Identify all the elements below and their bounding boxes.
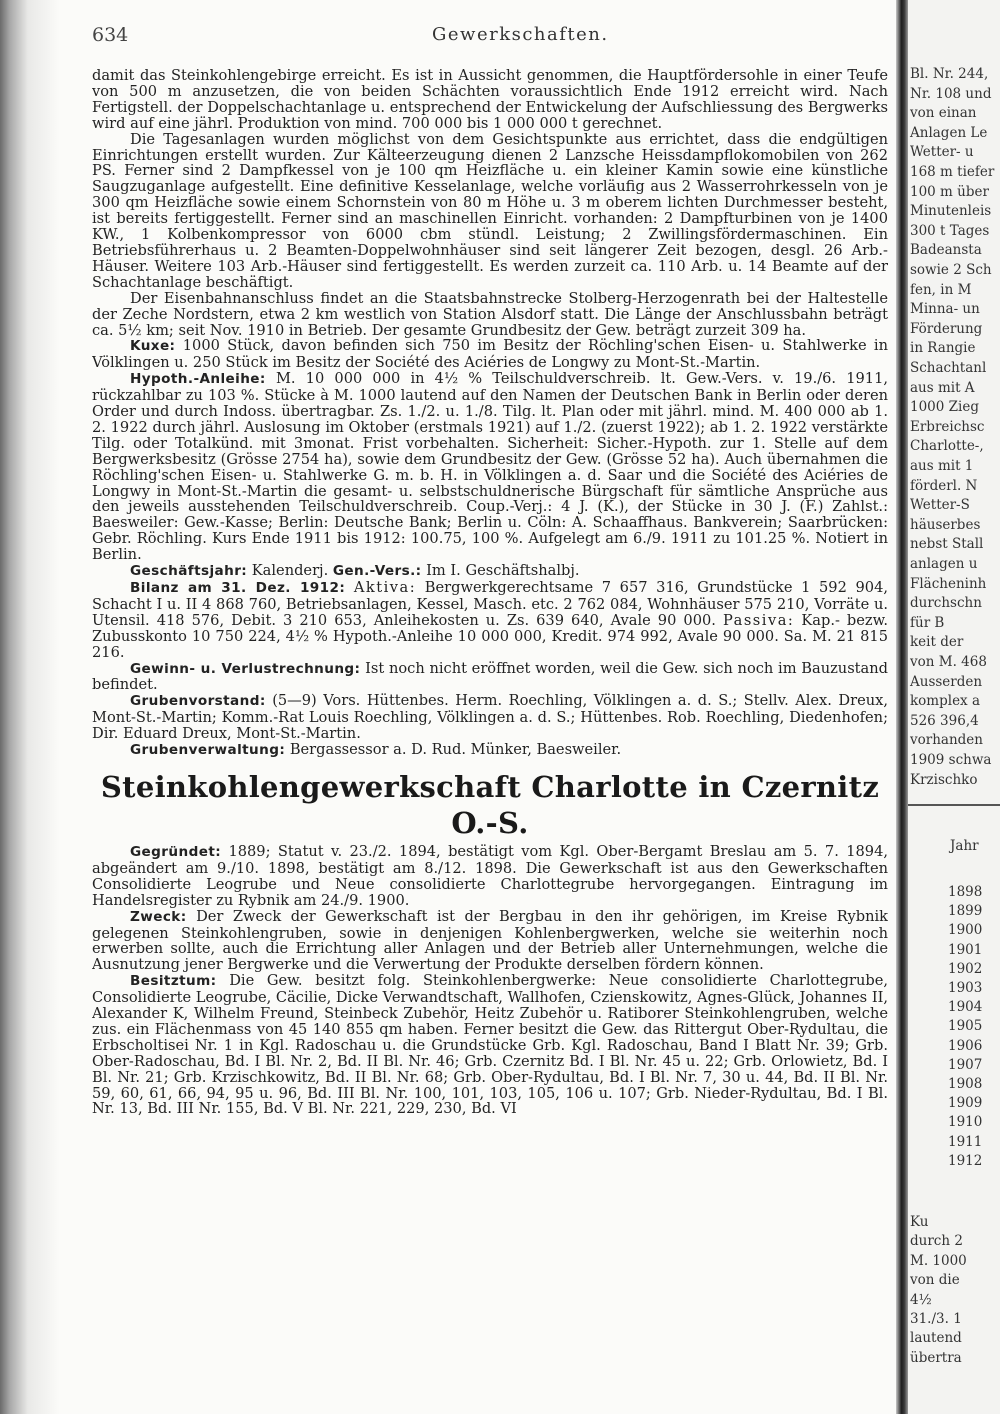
adjacent-line: für B bbox=[910, 614, 945, 631]
text-gewinn-verlust: Ist noch nicht eröffnet worden, weil die Gew. sich noch im Bauzustand befindet. bbox=[92, 659, 888, 694]
adjacent-line: 300 t Tages bbox=[910, 222, 990, 239]
year-cell: 1910 bbox=[948, 1114, 983, 1131]
adjacent-line: Schachtanl bbox=[910, 360, 987, 376]
entry-gewinn-verlust bbox=[92, 661, 888, 694]
year-cell: 1906 bbox=[948, 1037, 983, 1054]
text-zweck: Der Zweck der Gewerkschaft ist der Bergbau in den ihr gehörigen, im Kreise Rybnik gelegenen Steinkohlengruben, sowie in denjenigen Kohlenbergwerken, welche sie weiterhin noch erwerben sollte, auch die Errichtung aller Anlagen und der Betrieb aller Unternehmungen, welche die Ausnutzung jener Bergwerke und die Verwertung der Produkte derselben fördern können. bbox=[92, 907, 888, 974]
adjacent-line: förderl. N bbox=[910, 477, 978, 494]
adjacent-bottom-line: von die bbox=[910, 1272, 960, 1289]
adjacent-bottom-line: M. 1000 bbox=[910, 1252, 967, 1269]
entry-gegruendet bbox=[92, 844, 888, 909]
text-geschaeftsjahr: Kalenderj. bbox=[251, 562, 329, 580]
label-geschaeftsjahr: Geschäftsjahr: bbox=[130, 563, 248, 580]
year-cell: 1898 bbox=[948, 884, 983, 900]
adjacent-line: Wetter-S bbox=[910, 497, 970, 514]
adjacent-line: Erbreichsc bbox=[910, 418, 985, 435]
adjacent-line: keit der bbox=[910, 634, 964, 651]
adjacent-line: Nr. 108 und bbox=[910, 85, 992, 102]
adjacent-line: aus mit 1 bbox=[910, 458, 974, 474]
adjacent-line: Förderung bbox=[910, 320, 983, 337]
text-passiva: Kap.- bezw. Zubusskonto 10 750 224, 4½ % Hypoth.-Anleihe 10 000 000, Kredit. 974 992, Avale 90 000. Sa. M. 21 815 216. bbox=[92, 611, 888, 661]
book-gutter bbox=[896, 0, 908, 1414]
adjacent-line: aus mit A bbox=[910, 379, 975, 396]
adjacent-line: häuserbes bbox=[910, 516, 981, 533]
adjacent-bottom-line: Ku bbox=[910, 1214, 929, 1230]
label-gegruendet: Gegründet: bbox=[130, 843, 222, 860]
entry-geschaeftsjahr bbox=[92, 563, 888, 580]
label-passiva: Passiva: bbox=[722, 611, 795, 629]
label-kuxe: Kuxe: bbox=[130, 338, 176, 355]
label-grubenverwaltung: Grubenverwaltung: bbox=[130, 742, 286, 759]
adjacent-bottom-line: 4½ bbox=[910, 1291, 932, 1308]
adjacent-bottom-line: durch 2 bbox=[910, 1233, 963, 1250]
page-number: 634 bbox=[92, 24, 129, 46]
year-cell: 1900 bbox=[948, 922, 983, 939]
adjacent-line: vorhanden bbox=[910, 732, 983, 749]
adjacent-line: Krzischko bbox=[910, 771, 978, 788]
adjacent-line: von M. 468 bbox=[910, 654, 987, 670]
label-hypoth: Hypoth.-Anleihe: bbox=[130, 371, 266, 388]
adjacent-line: Bl. Nr. 244, bbox=[910, 66, 989, 82]
text-grubenverwaltung: Bergassessor a. D. Rud. Münker, Baesweiler. bbox=[289, 741, 622, 759]
year-cell: 1902 bbox=[948, 960, 983, 977]
label-besitztum: Besitztum: bbox=[130, 973, 217, 990]
adjacent-line: 526 396,4 bbox=[910, 712, 979, 729]
adjacent-line: Minutenleis bbox=[910, 203, 992, 220]
entry-grubenverwaltung bbox=[92, 742, 888, 759]
adjacent-page-rule bbox=[908, 804, 1000, 806]
adjacent-line: durchschn bbox=[910, 595, 982, 612]
text-hypoth: M. 10 000 000 in 4½ % Teilschuldverschreib. lt. Gew.-Vers. v. 19./6. 1911, rückzahlbar zu 103 %. Stücke à M. 1000 lautend auf den Namen der Deutschen Bank in Berlin oder deren Order und durch Indoss. übertragbar. Zs. 1./2. u. 1./8. Tilg. lt. Plan oder mit jährl. mind. M. 400 000 ab 1. 2. 1922 durch jährl. Auslosung im Oktober (erstmals 1921) auf 1./2. (zuerst 1922); ab 1. 2. 1922 verstärkte Tilg. oder Totalkünd. mit 3monat. Frist vorbehalten. Sicherheit: Sicher.-Hypoth. zur 1. Stelle auf dem Bergwerksbesitz (Grösse 2754 ha), sowie dem Grundbesitz der Gew. (Grösse 52 ha). Auch übernahmen die Röchling'schen Eisen- u. Stahlwerke G. m. b. H. in Völklingen a. d. Saar und die Société des Aciéries de Longwy in Mont-St.-Martin die gesamt- u. selbstschuldnerische Bürgschaft für sämtliche Ansprüche aus den jeweils ausstehenden Teilschuldverschreib. Coup.-Verj.: 4 J. (K.), der Stücke in 30 J. (F.) Zahlst.: Baesweiler: Gew.-Kasse; Berlin: Deutsche Bank; Berlin u. Cöln: A. Schaaffhaus. Bankverein; Saarbrücken: Gebr. Röchling. Kurs Ende 1911 bis 1912: 100.75, 100 %. Aufgelegt am 6./9. 1911 zu 101.25 %. Notiert in Berlin. bbox=[92, 370, 888, 564]
adjacent-line: Badeansta bbox=[910, 242, 982, 259]
adjacent-line: 100 m über bbox=[910, 183, 989, 200]
label-gewinn-verlust: Gewinn- u. Verlustrechnung: bbox=[130, 660, 361, 677]
adjacent-line: komplex a bbox=[910, 693, 981, 710]
table-header-jahr: Jahr bbox=[950, 838, 979, 854]
adjacent-line: sowie 2 Sch bbox=[910, 262, 992, 278]
scan-shadow-left bbox=[0, 0, 60, 1414]
year-cell: 1911 bbox=[948, 1133, 983, 1150]
year-cell: 1899 bbox=[948, 903, 983, 920]
entry-bilanz bbox=[92, 580, 888, 661]
label-aktiva: Aktiva: bbox=[353, 579, 417, 596]
main-text-column bbox=[92, 68, 888, 1117]
para-eisenbahn: Der Eisenbahnanschluss findet an die Staatsbahnstrecke Stolberg-Herzogenrath bei der Haltestelle der Zeche Nordstern, etwa 2 km westlich von Station Alsdorf statt. Die Länge der Anschlussbahn beträgt ca. 5½ km; seit Nov. 1910 in Betrieb. Der gesamte Grundbesitz der Gew. beträgt zurzeit 309 ha. bbox=[92, 289, 888, 339]
adjacent-bottom-line: 31./3. 1 bbox=[910, 1311, 962, 1327]
adjacent-line: 168 m tiefer bbox=[910, 164, 995, 180]
page-header bbox=[92, 24, 892, 54]
entry-besitztum bbox=[92, 973, 888, 1117]
text-aktiva: Bergwerkgerechtsame 7 657 316, Grundstücke 1 592 904, Schacht I u. II 4 868 760, Betriebsanlagen, Kessel, Masch. etc. 2 762 084, Wohnhäuser 575 210, Vorräte u. Utensil. 418 576, Debit. 3 210 653, Anleihekosten u. Zs. 639 640, Avale 90 000. bbox=[92, 579, 888, 629]
year-cell: 1907 bbox=[948, 1056, 983, 1073]
entry-kuxe bbox=[92, 338, 888, 371]
entry-grubenvorstand bbox=[92, 693, 888, 742]
adjacent-line: nebst Stall bbox=[910, 536, 984, 553]
adjacent-line: anlagen u bbox=[910, 556, 978, 572]
adjacent-line: 1000 Zieg bbox=[910, 399, 979, 416]
adjacent-line: Wetter- u bbox=[910, 144, 974, 161]
adjacent-line: Minna- un bbox=[910, 301, 980, 318]
text-gen-vers: Im I. Geschäftshalbj. bbox=[426, 562, 580, 580]
adjacent-line: Anlagen Le bbox=[910, 124, 988, 141]
label-gen-vers: Gen.-Vers.: bbox=[332, 563, 422, 580]
year-cell: 1903 bbox=[948, 980, 983, 996]
adjacent-bottom-line: lautend bbox=[910, 1330, 962, 1347]
label-grubenvorstand: Grubenvorstand: bbox=[130, 693, 266, 710]
adjacent-line: Ausserden bbox=[910, 673, 983, 690]
text-besitztum: Die Gew. besitzt folg. Steinkohlenbergwerke: Neue consolidierte Charlottegrube, Consolidierte Leogrube, Cäcilie, Dicke Verwandtschaft, Wallhofen, Czienskowitz, Agnes-Glück, Johannes II, Alexander K, Wilhelm Freund, Steinbeck Zubehör, Heitz Zubehör u. Ratiborer Steinkohlengruben, welche zus. ein Flächenmass von 45 140 855 qm haben. Ferner besitzt die Gew. das Rittergut Ober-Rydultau, die Erbscholtisei Nr. 1 in Kgl. Radoschau u. die Grundstücke Grb. Kgl. Radoschau, Band I Blatt Nr. 39; Grb. Ober-Radoschau, Bd. I Bl. Nr. 2, Bd. II Bl. Nr. 46; Grb. Czernitz Bd. I Bl. Nr. 45 u. 22; Grb. Orlowietz, Bd. I Bl. Nr. 21; Grb. Krzischkowitz, Bd. II Bl. Nr. 68; Grb. Ober-Rydultau, Bd. I Bl. Nr. 7, 30 u. 44, Bd. II Bl. Nr. 59, 60, 61, 66, 94, 95 u. 96, Bd. III Bl. Nr. 100, 101, 103, 105, 106 u. 107; Grb. Nieder-Rydultau, Bd. I Bl. Nr. 13, Bd. III Nr. 155, Bd. V Bl. Nr. 221, 229, 230, Bd. VI bbox=[92, 972, 888, 1118]
label-zweck: Zweck: bbox=[130, 908, 187, 925]
para-tagesanlagen: Die Tagesanlagen wurden möglichst von dem Gesichtspunkte aus errichtet, dass die endgültigen Einrichtungen erstellt wurden. Zur Kälteerzeugung dienen 2 Lanzsche Heissdampflokomobilen von 262 PS. Ferner sind 2 Dampfkessel von je 100 qm Heizfläche u. ein kleiner Kamin sowie eine künstliche Saugzuganlage aufgestellt. Eine definitive Kesselanlage, welche vorläufig aus 2 Wasserrohrkesseln von je 300 qm Heizfläche sowie einem Schornstein von 80 m Höhe u. 3 m oberem lichten Durchmesser besteht, ist bereits fertiggestellt. Ferner sind an maschinellen Einricht. vorhanden: 2 Dampfturbinen von je 1400 KW., 1 Kolbenkompressor von 6000 cbm stündl. Leistung; 2 Zwillingsfördermaschinen. Ein Betriebsführerhaus u. 2 Beamten-Doppelwohnhäuser sind seit längerer Zeit bezogen, desgl. 26 Arb.-Häuser. Weitere 103 Arb.-Häuser sind fertiggestellt. Es werden zurzeit ca. 110 Arb. u. 14 Beamte auf der Schachtanlage beschäftigt. bbox=[92, 130, 888, 291]
adjacent-line: von einan bbox=[910, 105, 977, 122]
text-kuxe: 1000 Stück, davon befinden sich 750 im Besitz der Röchling'schen Eisen- u. Stahlwerke in Völklingen u. 250 Stück im Besitz der Société des Aciéries de Longwy zu Mont-St.-Martin. bbox=[92, 337, 888, 372]
adjacent-line: in Rangie bbox=[910, 340, 976, 357]
year-cell: 1909 bbox=[948, 1095, 983, 1112]
para-continuation: damit das Steinkohlengebirge erreicht. Es ist in Aussicht genommen, die Hauptfördersohle in einer Teufe von 500 m anzusetzen, die von beiden Schächten voraussichtlich Ende 1912 erreicht wird. Nach Fertigstell. der Doppelschachtanlage u. entsprechend der Entwickelung der Aufschliessung des Bergwerks wird auf eine jährl. Produktion von mind. 700 000 bis 1 000 000 t gerechnet. bbox=[92, 68, 888, 132]
adjacent-line: Charlotte-, bbox=[910, 438, 984, 455]
entry-hypoth bbox=[92, 371, 888, 563]
year-cell: 1904 bbox=[948, 999, 983, 1016]
year-cell: 1901 bbox=[948, 941, 983, 958]
text-grubenvorstand: (5—9) Vors. Hüttenbes. Herm. Roechling, Völklingen a. d. S.; Stellv. Alex. Dreux, Mont-St.-Martin; Komm.-Rat Louis Roechling, Völklingen a. d. S.; Hüttenbes. Rob. Roechling, Diedenhofen; Dir. Eduard Dreux, Mont-St.-Martin. bbox=[92, 692, 888, 743]
adjacent-bottom-line: übertra bbox=[910, 1349, 962, 1366]
year-cell: 1912 bbox=[948, 1152, 983, 1169]
adjacent-line: 1909 schwa bbox=[910, 752, 992, 768]
running-title: Gewerkschaften. bbox=[432, 24, 609, 45]
adjacent-page-fragment bbox=[908, 0, 1000, 1414]
adjacent-line: fen, in M bbox=[910, 281, 972, 298]
year-cell: 1908 bbox=[948, 1076, 983, 1092]
text-gegruendet: 1889; Statut v. 23./2. 1894, bestätigt vom Kgl. Ober-Bergamt Breslau am 5. 7. 1894, abgeändert am 9./10. 1898, bestätigt am 8./12. 1898. Die Gewerkschaft ist aus den Gewerkschaften Consolidierte Leogrube und Neue consolidierte Charlottegrube hervorgegangen. Eintragung im Handelsregister zu Rybnik am 24./9. 1900. bbox=[92, 842, 888, 909]
year-cell: 1905 bbox=[948, 1018, 983, 1035]
label-bilanz: Bilanz am 31. Dez. 1912: bbox=[130, 580, 346, 596]
adjacent-line: Flächeninh bbox=[910, 575, 987, 592]
entry-zweck bbox=[92, 909, 888, 974]
company-heading: Steinkohlengewerkschaft Charlotte in Czernitz O.-S. bbox=[100, 769, 880, 840]
